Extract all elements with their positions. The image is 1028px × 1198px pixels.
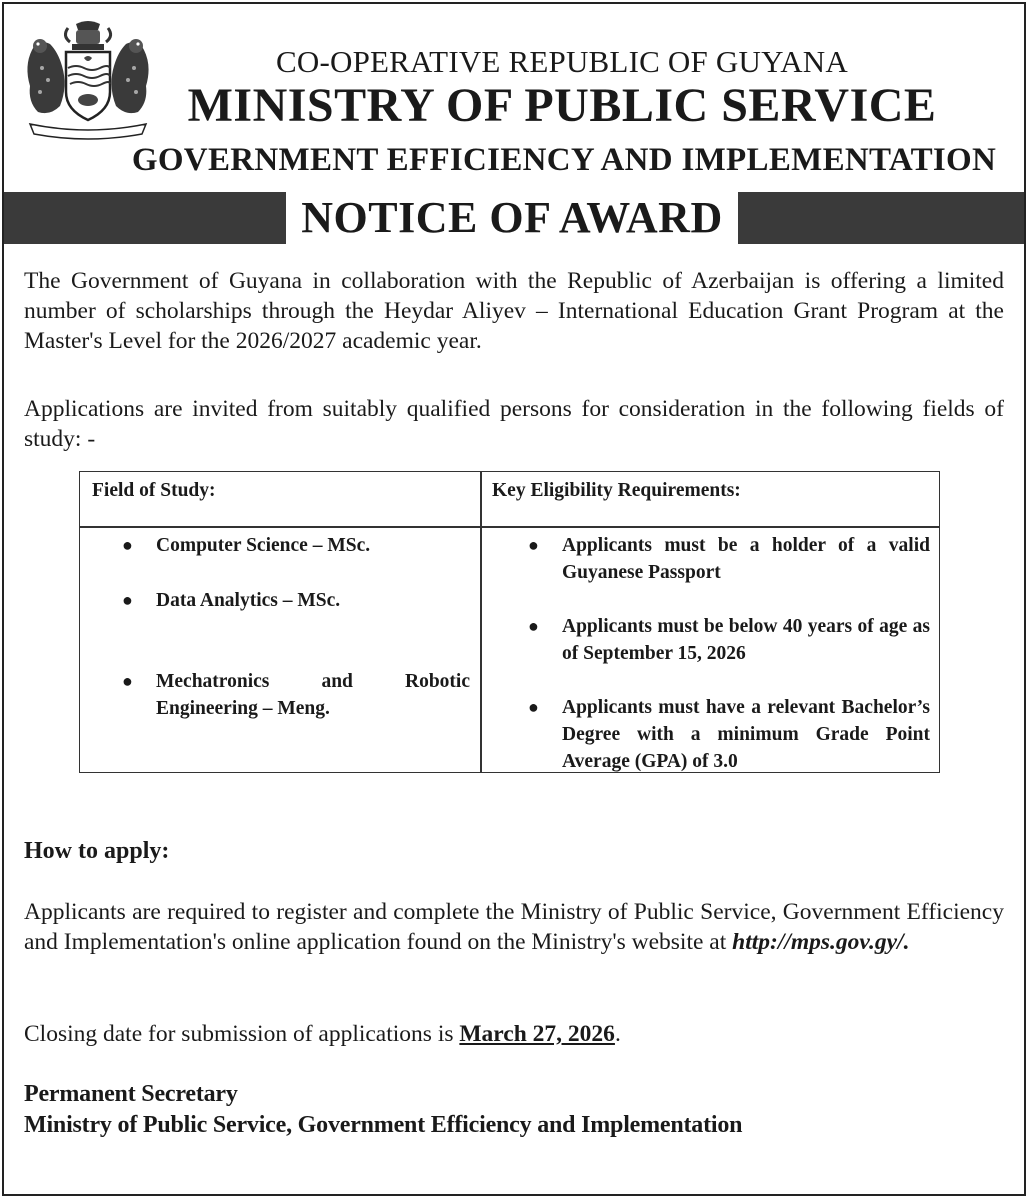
header <box>4 4 1024 194</box>
how-to-apply-heading: How to apply: <box>24 838 170 864</box>
intro-paragraph: The Government of Guyana in collaboration with the Republic of Azerbaijan is offering a limited number of scholarships through the Heydar Aliyev – International Education Grant Program at the Master's Level for the 2026/2027 academic year. <box>24 268 1004 354</box>
closing-date-paragraph: Closing date for submission of applications is March 27, 2026. <box>24 1021 621 1047</box>
invitation-paragraph: Applications are invited from suitably qualified persons for consideration in the following fields of study: - <box>24 396 1004 452</box>
bullet-icon: ● <box>528 535 539 555</box>
table-header-rule <box>80 526 939 528</box>
bullet-icon: ● <box>122 671 133 691</box>
closing-date: March 27, 2026 <box>459 1021 615 1047</box>
bullet-icon: ● <box>122 535 133 555</box>
table-divider <box>480 472 482 772</box>
signature-organization: Ministry of Public Service, Government Efficiency and Implementation <box>24 1112 743 1138</box>
signature-title: Permanent Secretary <box>24 1081 238 1107</box>
apply-paragraph: Applicants are required to register and complete the Ministry of Public Service, Government Efficiency and Implementation's online application found on the Ministry's website at http://mps.gov.gy/. <box>24 899 1004 955</box>
eligibility-table: Field of Study: Key Eligibility Requirements: ● Computer Science – MSc. ● Data Analytics – MSc. ● Mechatronics and Robotic Engineering – Meng. ● Applicants must be a holder of a valid Guyanese Passport ● Applicants must be below 40 years of age as of September 15, 2026 ● Applicants must have a relevant Bachelor’s Degree with a minimum Grade Point Average (GPA) of 3.0 <box>79 471 940 773</box>
bullet-icon: ● <box>528 616 539 636</box>
country-name: CO-OPERATIVE REPUBLIC OF GUYANA <box>276 44 848 79</box>
ministry-subtitle: GOVERNMENT EFFICIENCY AND IMPLEMENTATION <box>131 142 997 178</box>
bullet-icon: ● <box>528 697 539 717</box>
bullet-icon: ● <box>122 590 133 610</box>
field-of-study-header: Field of Study: <box>92 480 216 501</box>
notice-title: NOTICE OF AWARD <box>286 192 738 244</box>
ministry-name: MINISTRY OF PUBLIC SERVICE <box>187 79 937 132</box>
ministry-website-link[interactable]: http://mps.gov.gy/. <box>732 929 910 955</box>
notice-page <box>2 2 1026 1196</box>
requirements-header: Key Eligibility Requirements: <box>492 480 741 501</box>
